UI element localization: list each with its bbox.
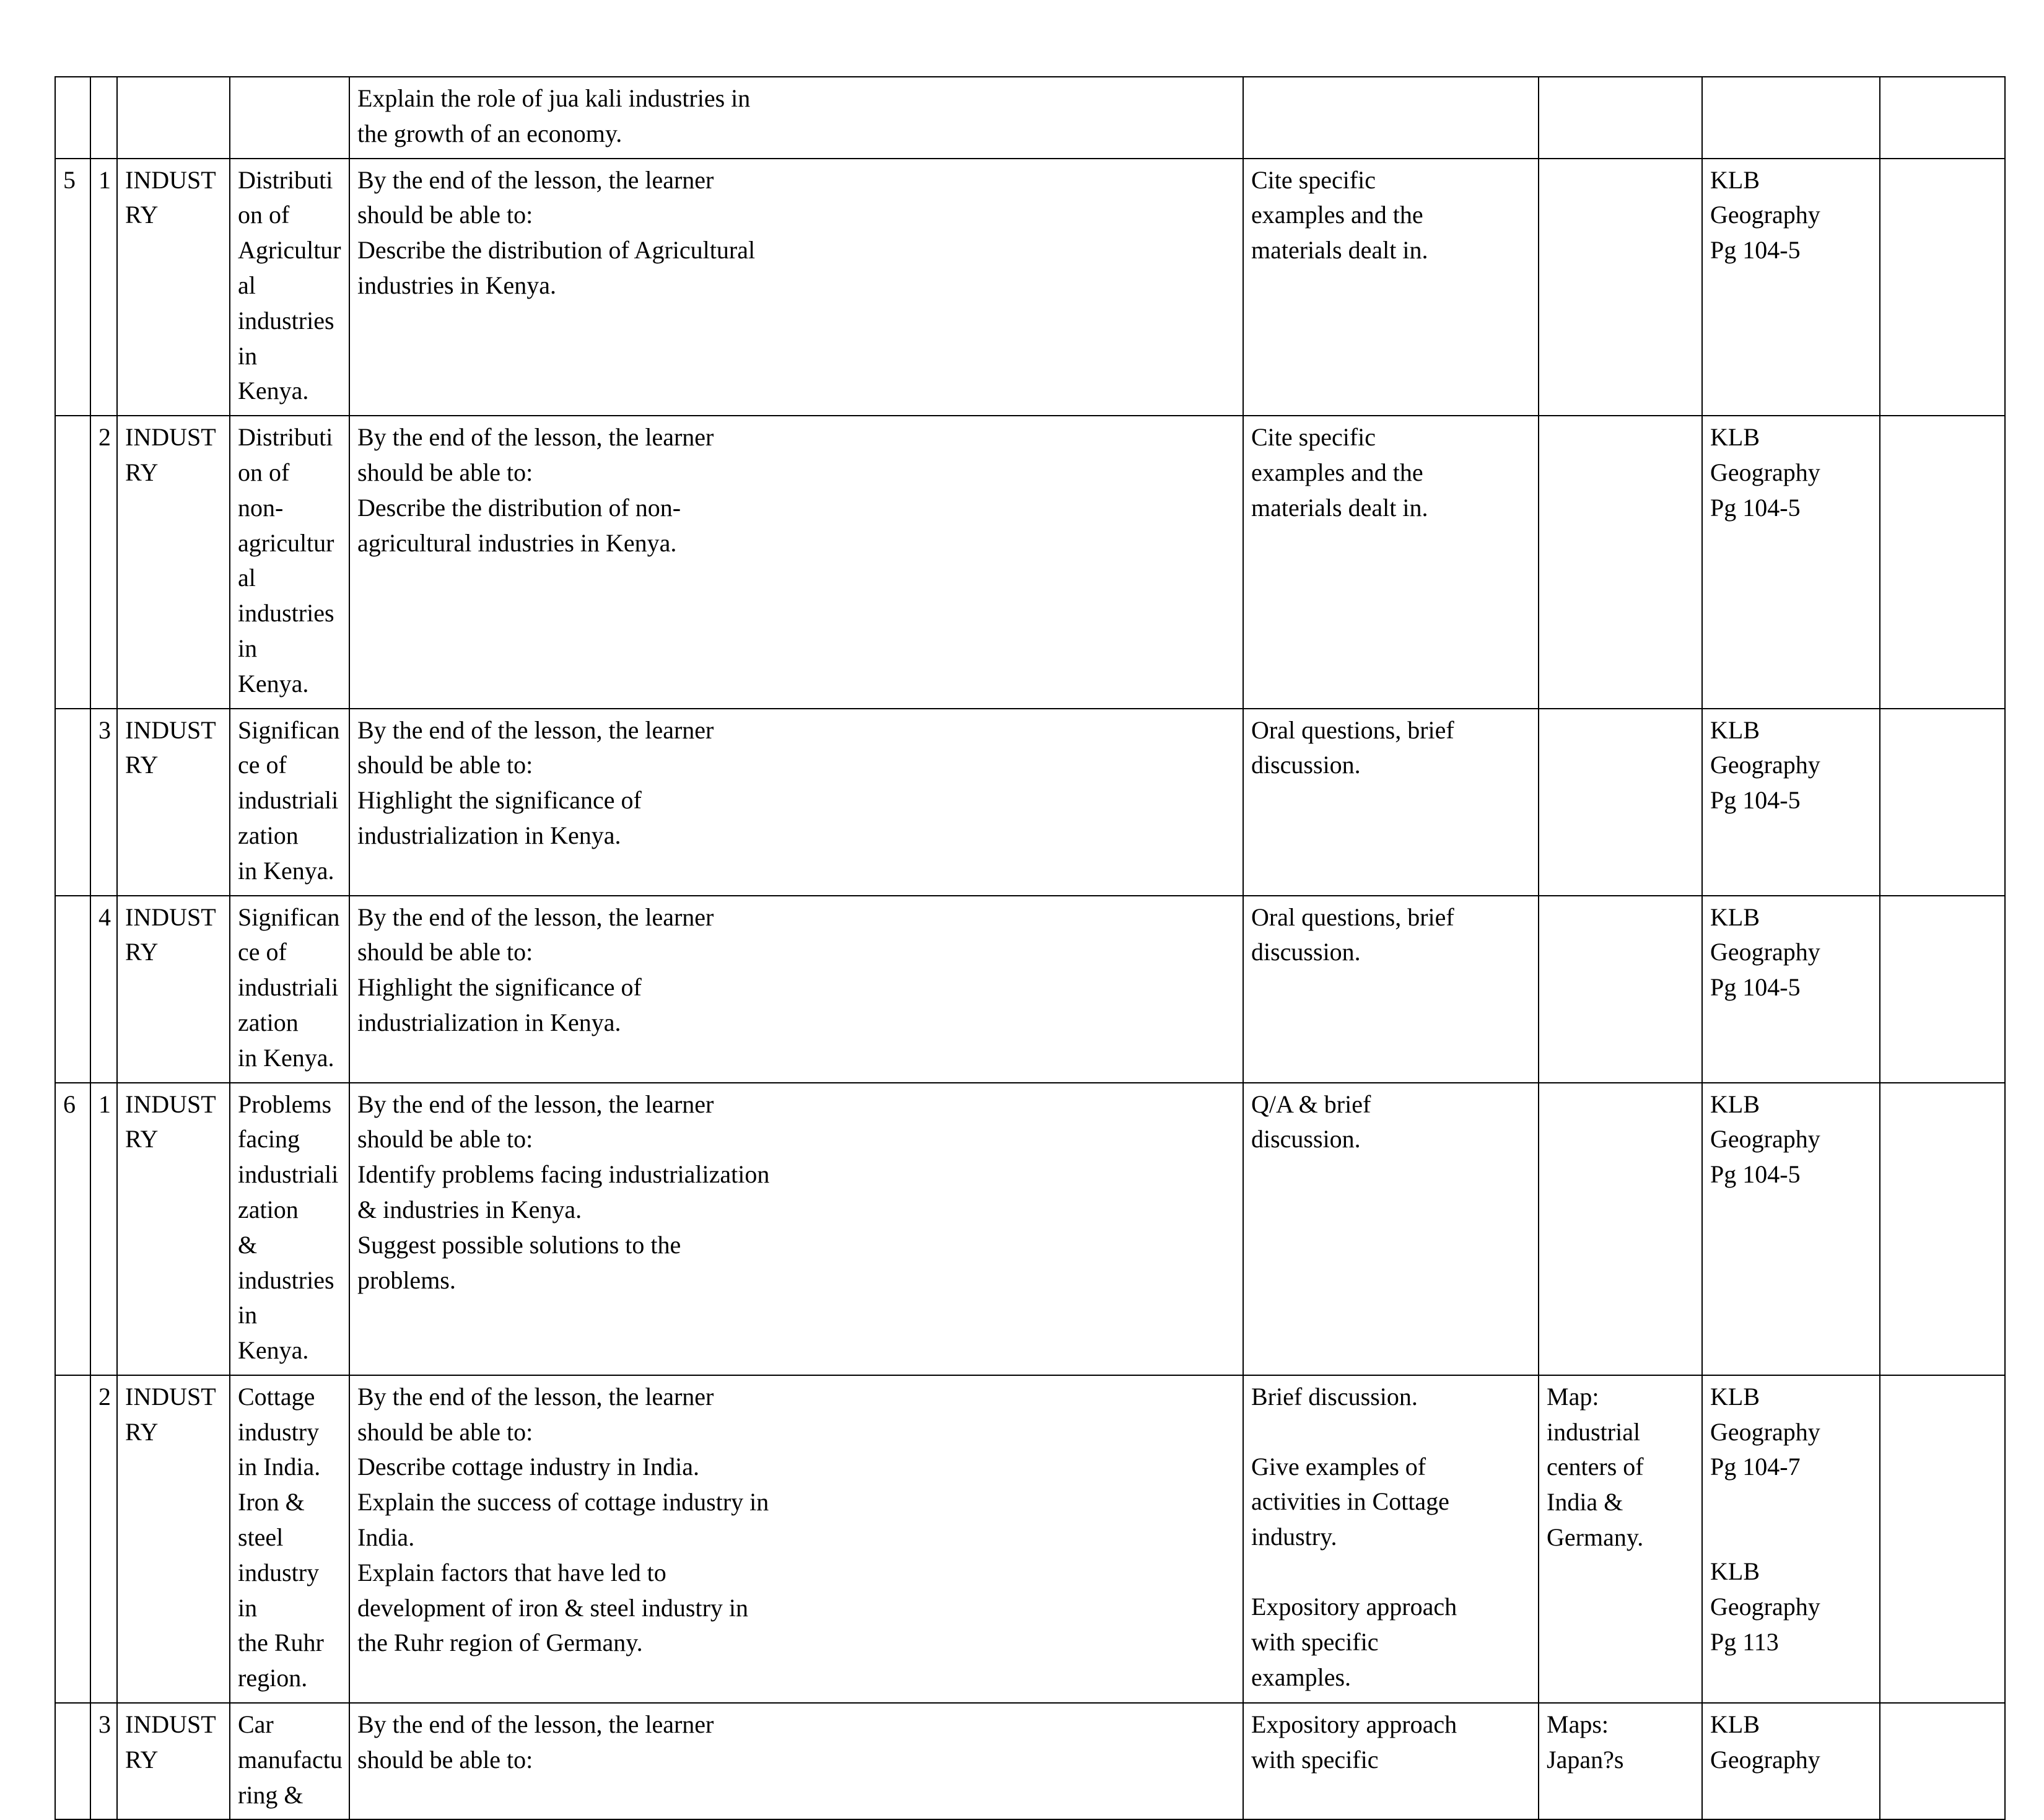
cell-line: Highlight the significance of: [357, 973, 642, 1002]
cell-line: KLB: [1710, 1557, 1760, 1586]
cell-line: should be able to:: [357, 938, 533, 966]
cell-line: Describe the distribution of non-: [357, 493, 681, 522]
remarks-cell: [1880, 896, 2005, 1083]
cell-line: with specific: [1251, 1745, 1379, 1774]
references-cell: [1702, 709, 1880, 896]
cell-line: Cottage industry: [238, 1382, 321, 1446]
cell-line: 3: [98, 715, 111, 744]
cell-line: KLB: [1710, 903, 1760, 931]
cell-line: India.: [357, 1523, 415, 1552]
cell-line: Significance of: [238, 903, 340, 966]
objectives-cell: [349, 1703, 1243, 1819]
lesson-cell: [90, 1083, 117, 1375]
lesson-cell: [90, 1375, 117, 1703]
table-row: [55, 1375, 2005, 1703]
topic-cell: [117, 709, 230, 896]
cell-line: Q/A & brief: [1251, 1090, 1371, 1118]
cell-line: Explain factors that have led to: [357, 1558, 666, 1586]
subtopic-cell: [230, 709, 349, 896]
table-row: [55, 896, 2005, 1083]
remarks-cell: [1880, 1375, 2005, 1703]
cell-line: materials dealt in.: [1251, 493, 1428, 522]
references-cell: [1702, 896, 1880, 1083]
teaching-aids-cell: [1539, 77, 1702, 159]
cell-line: Geography: [1710, 458, 1820, 486]
cell-line: 3: [98, 1710, 111, 1739]
cell-line: should be able to:: [357, 751, 533, 779]
teaching-aids-cell: [1539, 159, 1702, 416]
cell-line: problems.: [357, 1266, 456, 1294]
cell-line: Map:: [1547, 1382, 1599, 1411]
cell-line: By the end of the lesson, the learner: [357, 715, 714, 744]
cell-line: discussion.: [1251, 938, 1361, 966]
table-row: [55, 77, 2005, 159]
objectives-cell: [349, 1375, 1243, 1703]
cell-line: INDUSTRY: [125, 715, 216, 779]
cell-line: should be able to:: [357, 1125, 533, 1153]
cell-line: Significance of: [238, 715, 340, 779]
scheme-of-work-sheet: [55, 76, 2004, 1820]
remarks-cell: [1880, 1703, 2005, 1819]
subtopic-cell: [230, 896, 349, 1083]
cell-line: Geography: [1710, 201, 1820, 229]
teaching-aids-cell: [1539, 896, 1702, 1083]
cell-line: industrialization: [238, 786, 339, 849]
cell-line: Kenya.: [238, 669, 309, 698]
teaching-aids-cell: [1539, 416, 1702, 708]
activities-cell: [1243, 709, 1539, 896]
cell-line: examples.: [1251, 1663, 1352, 1691]
remarks-cell: [1880, 77, 2005, 159]
cell-line: [1710, 1485, 1873, 1520]
cell-line: Oral questions, brief: [1251, 715, 1454, 744]
objectives-cell: [349, 1083, 1243, 1375]
cell-line: Explain the role of jua kali industries in: [357, 84, 751, 112]
topic-cell: [117, 416, 230, 708]
cell-line: industrialization in Kenya.: [357, 821, 621, 849]
references-cell: [1702, 77, 1880, 159]
table-row: [55, 159, 2005, 416]
cell-line: activities in Cottage: [1251, 1487, 1449, 1516]
cell-line: in Kenya.: [238, 856, 334, 885]
cell-line: manufacturing &: [238, 1745, 343, 1809]
cell-line: Geography: [1710, 1593, 1820, 1621]
cell-line: Pg 113: [1710, 1627, 1779, 1656]
teaching-aids-cell: [1539, 1375, 1702, 1703]
topic-cell: [117, 896, 230, 1083]
activities-cell: [1243, 1703, 1539, 1819]
cell-line: Geography: [1710, 938, 1820, 966]
cell-line: should be able to:: [357, 458, 533, 486]
cell-line: INDUSTRY: [125, 903, 216, 966]
cell-line: steel industry in: [238, 1523, 326, 1622]
cell-line: KLB: [1710, 1090, 1760, 1118]
activities-cell: [1243, 1375, 1539, 1703]
scheme-of-work-table: [55, 76, 2006, 1820]
cell-line: 1: [98, 1090, 111, 1118]
cell-line: INDUSTRY: [125, 1090, 216, 1153]
cell-line: Japan?s: [1547, 1745, 1624, 1774]
cell-line: & industries in: [238, 1230, 341, 1329]
cell-line: Distribution of: [238, 423, 333, 486]
cell-line: Pg 104-7: [1710, 1453, 1801, 1481]
cell-line: KLB: [1710, 1710, 1760, 1739]
objectives-cell: [349, 709, 1243, 896]
cell-line: [1710, 1520, 1873, 1554]
cell-line: discussion.: [1251, 1125, 1361, 1153]
cell-line: By the end of the lesson, the learner: [357, 1710, 714, 1739]
cell-line: Geography: [1710, 751, 1820, 779]
lesson-cell: [90, 1703, 117, 1819]
cell-line: Expository approach: [1251, 1710, 1457, 1739]
cell-line: 5: [63, 165, 76, 194]
cell-line: development of iron & steel industry in: [357, 1593, 748, 1622]
cell-line: discussion.: [1251, 751, 1361, 779]
cell-line: the growth of an economy.: [357, 119, 622, 147]
cell-line: materials dealt in.: [1251, 236, 1428, 265]
cell-line: India &: [1547, 1488, 1623, 1516]
cell-line: Distribution of: [238, 165, 333, 229]
cell-line: should be able to:: [357, 1417, 533, 1446]
activities-cell: [1243, 416, 1539, 708]
cell-line: & industries in Kenya.: [357, 1195, 582, 1223]
week-cell: [55, 1083, 90, 1375]
cell-line: with specific: [1251, 1627, 1379, 1656]
activities-cell: [1243, 159, 1539, 416]
cell-line: 4: [98, 903, 111, 931]
activities-cell: [1243, 896, 1539, 1083]
subtopic-cell: [230, 1703, 349, 1819]
topic-cell: [117, 159, 230, 416]
week-cell: [55, 416, 90, 708]
references-cell: [1702, 1375, 1880, 1703]
week-cell: [55, 1375, 90, 1703]
cell-line: industries in Kenya.: [357, 271, 557, 299]
cell-line: KLB: [1710, 1382, 1760, 1411]
cell-line: Describe the distribution of Agricultural: [357, 236, 756, 265]
cell-line: Pg 104-5: [1710, 236, 1801, 265]
cell-line: industry.: [1251, 1523, 1337, 1551]
cell-line: 2: [98, 1382, 111, 1411]
table-row: [55, 709, 2005, 896]
cell-line: INDUSTRY: [125, 1710, 216, 1774]
subtopic-cell: [230, 159, 349, 416]
cell-line: centers of: [1547, 1453, 1644, 1481]
cell-line: Problems facing: [238, 1090, 338, 1153]
cell-line: 2: [98, 423, 111, 452]
cell-line: non-agricultural: [238, 493, 334, 592]
week-cell: [55, 709, 90, 896]
cell-line: industries in: [238, 306, 341, 370]
cell-line: the Ruhr region.: [238, 1629, 330, 1692]
objectives-cell: [349, 77, 1243, 159]
table-row: [55, 416, 2005, 708]
teaching-aids-cell: [1539, 709, 1702, 896]
remarks-cell: [1880, 416, 2005, 708]
objectives-cell: [349, 416, 1243, 708]
topic-cell: [117, 77, 230, 159]
remarks-cell: [1880, 159, 2005, 416]
cell-line: [1251, 1555, 1532, 1590]
cell-line: examples and the: [1251, 458, 1423, 486]
cell-line: By the end of the lesson, the learner: [357, 903, 714, 931]
remarks-cell: [1880, 709, 2005, 896]
cell-line: 6: [63, 1090, 76, 1118]
cell-line: Suggest possible solutions to the: [357, 1230, 681, 1259]
cell-line: Maps:: [1547, 1710, 1609, 1739]
cell-line: agricultural industries in Kenya.: [357, 528, 677, 557]
cell-line: industrial: [1547, 1417, 1641, 1446]
cell-line: Expository approach: [1251, 1593, 1457, 1621]
cell-line: By the end of the lesson, the learner: [357, 165, 714, 194]
cell-line: Describe cottage industry in India.: [357, 1453, 700, 1481]
lesson-cell: [90, 77, 117, 159]
subtopic-cell: [230, 1083, 349, 1375]
lesson-cell: [90, 709, 117, 896]
cell-line: Pg 104-5: [1710, 493, 1801, 522]
cell-line: Pg 104-5: [1710, 1160, 1801, 1189]
references-cell: [1702, 416, 1880, 708]
table-row: [55, 1703, 2005, 1819]
cell-line: examples and the: [1251, 201, 1423, 229]
week-cell: [55, 896, 90, 1083]
cell-line: industrialization in Kenya.: [357, 1008, 621, 1036]
lesson-cell: [90, 416, 117, 708]
cell-line: By the end of the lesson, the learner: [357, 1090, 714, 1118]
cell-line: INDUSTRY: [125, 1382, 216, 1446]
cell-line: should be able to:: [357, 1745, 533, 1774]
references-cell: [1702, 1083, 1880, 1375]
subtopic-cell: [230, 77, 349, 159]
week-cell: [55, 159, 90, 416]
cell-line: By the end of the lesson, the learner: [357, 1382, 714, 1411]
cell-line: Germany.: [1547, 1523, 1644, 1552]
cell-line: in India. Iron &: [238, 1453, 327, 1516]
activities-cell: [1243, 1083, 1539, 1375]
teaching-aids-cell: [1539, 1083, 1702, 1375]
cell-line: Agricultural: [238, 236, 341, 299]
week-cell: [55, 77, 90, 159]
references-cell: [1702, 159, 1880, 416]
cell-line: in Kenya.: [238, 1043, 334, 1072]
teaching-aids-cell: [1539, 1703, 1702, 1819]
references-cell: [1702, 1703, 1880, 1819]
topic-cell: [117, 1703, 230, 1819]
cell-line: Explain the success of cottage industry in: [357, 1488, 769, 1516]
cell-line: INDUSTRY: [125, 423, 216, 486]
cell-line: Give examples of: [1251, 1452, 1426, 1481]
cell-line: KLB: [1710, 165, 1760, 194]
subtopic-cell: [230, 1375, 349, 1703]
cell-line: Oral questions, brief: [1251, 903, 1454, 931]
lesson-cell: [90, 896, 117, 1083]
objectives-cell: [349, 896, 1243, 1083]
cell-line: Identify problems facing industrialization: [357, 1160, 770, 1189]
objectives-cell: [349, 159, 1243, 416]
cell-line: should be able to:: [357, 201, 533, 229]
cell-line: industrialization: [238, 1160, 339, 1223]
cell-line: Kenya.: [238, 377, 309, 405]
table-row: [55, 1083, 2005, 1375]
topic-cell: [117, 1375, 230, 1703]
week-cell: [55, 1703, 90, 1819]
cell-line: Highlight the significance of: [357, 786, 642, 815]
cell-line: INDUSTRY: [125, 165, 216, 229]
cell-line: Geography: [1710, 1125, 1820, 1153]
cell-line: KLB: [1710, 423, 1760, 452]
cell-line: KLB: [1710, 715, 1760, 744]
cell-line: the Ruhr region of Germany.: [357, 1629, 643, 1657]
subtopic-cell: [230, 416, 349, 708]
remarks-cell: [1880, 1083, 2005, 1375]
cell-line: Cite specific: [1251, 165, 1376, 194]
cell-line: Kenya.: [238, 1336, 309, 1365]
cell-line: By the end of the lesson, the learner: [357, 423, 714, 452]
cell-line: Cite specific: [1251, 423, 1376, 452]
cell-line: Geography: [1710, 1417, 1820, 1446]
cell-line: industrialization: [238, 973, 339, 1036]
cell-line: Pg 104-5: [1710, 973, 1801, 1002]
cell-line: 1: [98, 165, 111, 194]
cell-line: Pg 104-5: [1710, 786, 1801, 815]
cell-line: [1251, 1415, 1532, 1450]
topic-cell: [117, 1083, 230, 1375]
cell-line: Car: [238, 1710, 274, 1739]
lesson-cell: [90, 159, 117, 416]
cell-line: Geography: [1710, 1745, 1820, 1774]
activities-cell: [1243, 77, 1539, 159]
cell-line: industries in: [238, 599, 341, 662]
table-body: [55, 77, 2005, 1819]
cell-line: Brief discussion.: [1251, 1382, 1418, 1411]
